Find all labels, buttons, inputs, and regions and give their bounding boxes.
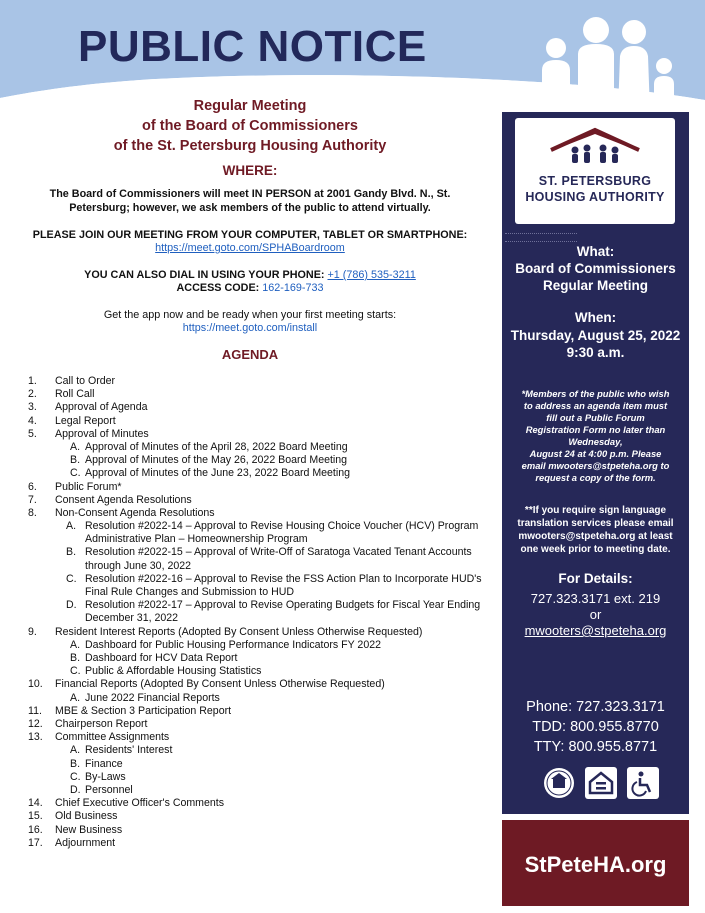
list-item-number: 1.: [28, 375, 37, 387]
list-item-text: Consent Agenda Resolutions: [55, 493, 192, 506]
list-item-text: Adjournment: [55, 836, 116, 849]
meeting-title-line-3: of the St. Petersburg Housing Authority: [113, 138, 387, 154]
family-graphic-icon: [530, 12, 680, 112]
footer-band: [502, 820, 689, 906]
app-link[interactable]: https://meet.goto.com/install: [182, 322, 318, 334]
details-label: For Details:: [558, 571, 633, 586]
when-time: 9:30 a.m.: [566, 345, 625, 360]
logo-text-line-2: HOUSING AUTHORITY: [525, 190, 665, 204]
list-item-text: Roll Call: [55, 388, 95, 401]
list-subitem: [28, 665, 498, 678]
list-subitem: [28, 441, 498, 454]
dial-phone-link[interactable]: +1 (786) 535-3211: [327, 269, 416, 281]
list-item: [28, 705, 498, 718]
list-item-text: Approval of Minutes of the May 26, 2022 Board Meeting: [85, 454, 348, 467]
list-item-number: C.: [70, 665, 81, 678]
list-item-text: Call to Order: [55, 375, 116, 387]
join-link[interactable]: https://meet.goto.com/SPHABoardroom: [155, 242, 345, 254]
list-subitem: [28, 520, 498, 546]
note-line: request a copy of the form.: [535, 472, 656, 483]
list-item-number: C.: [70, 770, 81, 783]
list-item-text: Legal Report: [55, 414, 116, 427]
meeting-title-line-2: of the Board of Commissioners: [142, 118, 358, 134]
access-code: 162-169-733: [262, 282, 324, 294]
note-line: Wednesday,: [568, 436, 623, 447]
dial-text: YOU CAN ALSO DIAL IN USING YOUR PHONE:: [84, 269, 328, 281]
list-item-number: B.: [66, 546, 77, 559]
list-item-text: Finance: [85, 757, 123, 770]
list-item: [28, 494, 498, 507]
note-line: fill out a Public Forum: [546, 412, 645, 423]
list-item-number: 12.: [28, 718, 43, 730]
list-item-text: Dashboard for Public Housing Performance Indicators FY 2022: [85, 638, 381, 651]
certification-icons: [542, 766, 662, 806]
list-item-text: MBE & Section 3 Participation Report: [55, 704, 232, 717]
list-item-number: A.: [66, 520, 77, 533]
list-item-number: 10.: [28, 678, 43, 691]
agenda-list: [28, 375, 498, 850]
list-subitem: [28, 454, 498, 467]
list-subitem: [28, 546, 498, 572]
list-item-number: A.: [70, 440, 81, 453]
list-item: [28, 824, 498, 837]
list-item-number: B.: [70, 652, 81, 665]
list-item: [28, 375, 498, 388]
list-item-text: Old Business: [55, 810, 118, 823]
sign-language-note: [502, 504, 689, 556]
list-item-text: Dashboard for HCV Data Report: [85, 652, 238, 665]
list-item-text: By-Laws: [85, 770, 126, 783]
public-forum-note: [502, 388, 689, 484]
details-email-link[interactable]: mwooters@stpeteha.org: [524, 623, 667, 638]
list-item-text: Public & Affordable Housing Statistics: [85, 665, 262, 678]
equal-housing-icon: [584, 766, 618, 800]
page-title: PUBLIC NOTICE: [78, 22, 427, 71]
house-logo-icon: [549, 126, 641, 166]
list-item-number: 2.: [28, 388, 37, 401]
list-item: [28, 731, 498, 744]
when-date: Thursday, August 25, 2022: [510, 328, 681, 343]
tty-number: TTY: 800.955.8771: [533, 739, 658, 755]
list-item-number: 6.: [28, 480, 37, 493]
list-item-text: Approval of Minutes of the April 28, 2022 Board Meeting: [85, 440, 348, 453]
list-item: [28, 797, 498, 810]
list-item: [28, 401, 498, 414]
join-text: PLEASE JOIN OUR MEETING FROM YOUR COMPUTER, TABLET OR SMARTPHONE:: [32, 229, 468, 241]
list-item-text: June 2022 Financial Reports: [85, 691, 220, 704]
list-item-number: 13.: [28, 731, 43, 744]
list-item-text: Financial Reports (Adopted By Consent Unless Otherwise Requested): [55, 678, 385, 691]
hud-seal-icon: [542, 766, 576, 800]
note-line: to address an agenda item must: [523, 400, 668, 411]
list-subitem: [28, 467, 498, 480]
list-item-number: 14.: [28, 797, 43, 810]
list-item-text: Approval of Agenda: [55, 401, 148, 414]
list-item: [28, 837, 498, 850]
details-phone: 727.323.3171 ext. 219: [530, 591, 661, 606]
list-item-text: Personnel: [85, 783, 133, 796]
list-item-text: Public Forum*: [55, 480, 122, 493]
where-text-line-2: Petersburg; however, we ask members of the public to attend virtually.: [69, 202, 431, 214]
list-item-text: Committee Assignments: [55, 731, 170, 744]
note-line: one week prior to meeting date.: [520, 544, 671, 555]
list-item-text: New Business: [55, 823, 123, 836]
list-item-number: A.: [70, 638, 81, 651]
list-item-number: 15.: [28, 810, 43, 823]
list-item-number: B.: [70, 454, 81, 467]
when-label: When:: [574, 310, 617, 325]
details-or: or: [589, 607, 602, 622]
list-item-number: C.: [66, 572, 77, 585]
divider: [505, 233, 577, 234]
note-line: mwooters@stpeteha.org at least: [518, 531, 673, 542]
list-subitem: [28, 652, 498, 665]
list-item: [28, 481, 498, 494]
list-item-text: Chairperson Report: [55, 718, 148, 730]
list-subitem: [28, 744, 498, 757]
list-item-text: Non-Consent Agenda Resolutions: [55, 506, 215, 519]
list-item: [28, 718, 498, 731]
note-line: email mwooters@stpeteha.org to: [521, 460, 670, 471]
agenda-heading: AGENDA: [221, 347, 279, 362]
what-line-1: Board of Commissioners: [515, 261, 676, 276]
list-item: [28, 415, 498, 428]
list-item-text: Chief Executive Officer's Comments: [55, 797, 225, 810]
list-item-number: A.: [70, 691, 81, 704]
list-item: [28, 428, 498, 441]
list-subitem: [28, 692, 498, 705]
list-item-number: D.: [66, 599, 77, 612]
list-item-text: Resident Interest Reports (Adopted By Consent Unless Otherwise Requested): [55, 625, 423, 638]
list-subitem: [28, 758, 498, 771]
list-item: [28, 388, 498, 401]
note-line: translation services please email: [517, 518, 674, 529]
list-item-text: Approval of Minutes: [55, 427, 149, 440]
list-item: [28, 626, 498, 639]
tdd-number: TDD: 800.955.8770: [532, 719, 659, 735]
what-line-2: Regular Meeting: [542, 278, 648, 293]
note-line: *Members of the public who wish: [521, 388, 670, 399]
list-item-number: 9.: [28, 625, 37, 638]
list-item-number: 7.: [28, 493, 37, 506]
note-line: Registration Form no later than: [525, 424, 666, 435]
where-heading: WHERE:: [222, 163, 278, 178]
list-subitem: [28, 771, 498, 784]
list-item-text: Resolution #2022-17 – Approval to Revise Operating Budgets for Fiscal Year Ending December 31, 2022: [85, 599, 481, 625]
logo: [515, 118, 675, 224]
note-line: **If you require sign language: [524, 505, 667, 516]
list-item-number: 4.: [28, 414, 37, 427]
list-subitem: [28, 599, 498, 625]
list-item-text: Resolution #2022-15 – Approval of Write-Off of Saratoga Vacated Tenant Accounts through June 30, 2022: [85, 546, 472, 572]
list-item-text: Approval of Minutes of the June 23, 2022 Board Meeting: [85, 467, 351, 480]
list-item-text: Resolution #2022-14 – Approval to Revise Housing Choice Voucher (HCV) Program Administrative Plan – Homeownership Program: [85, 520, 479, 546]
list-item-number: 5.: [28, 427, 37, 440]
meeting-title-line-1: Regular Meeting: [193, 98, 307, 114]
list-subitem: [28, 639, 498, 652]
where-text-line-1: The Board of Commissioners will meet IN PERSON at 2001 Gandy Blvd. N., St.: [49, 188, 451, 200]
list-item-number: C.: [70, 467, 81, 480]
list-item-number: 3.: [28, 401, 37, 414]
list-item-number: 8.: [28, 506, 37, 519]
list-item: [28, 507, 498, 520]
accessibility-icon: [626, 766, 660, 800]
list-item-number: 11.: [28, 704, 42, 717]
app-text: Get the app now and be ready when your first meeting starts:: [103, 309, 397, 321]
what-label: What:: [576, 244, 615, 259]
sidebar: [502, 112, 689, 814]
list-subitem: [28, 573, 498, 599]
divider: [505, 241, 577, 242]
phone-number: Phone: 727.323.3171: [526, 699, 665, 715]
list-item-number: D.: [70, 783, 81, 796]
logo-text-line-1: ST. PETERSBURG: [538, 174, 652, 188]
access-code-label: ACCESS CODE:: [176, 282, 263, 294]
website-link[interactable]: StPeteHA.org: [524, 852, 667, 877]
list-subitem: [28, 784, 498, 797]
list-item-text: Residents' Interest: [85, 744, 173, 757]
list-item: [28, 810, 498, 823]
list-item: [28, 678, 498, 691]
list-item-number: A.: [70, 744, 81, 757]
list-item-number: 17.: [28, 836, 43, 849]
list-item-text: Resolution #2022-16 – Approval to Revise the FSS Action Plan to Incorporate HUD's Final Rule Changes and Submission to HUD: [85, 572, 482, 599]
list-item-number: 16.: [28, 823, 43, 836]
note-line: August 24 at 4:00 p.m. Please: [529, 448, 662, 459]
list-item-number: B.: [70, 757, 81, 770]
